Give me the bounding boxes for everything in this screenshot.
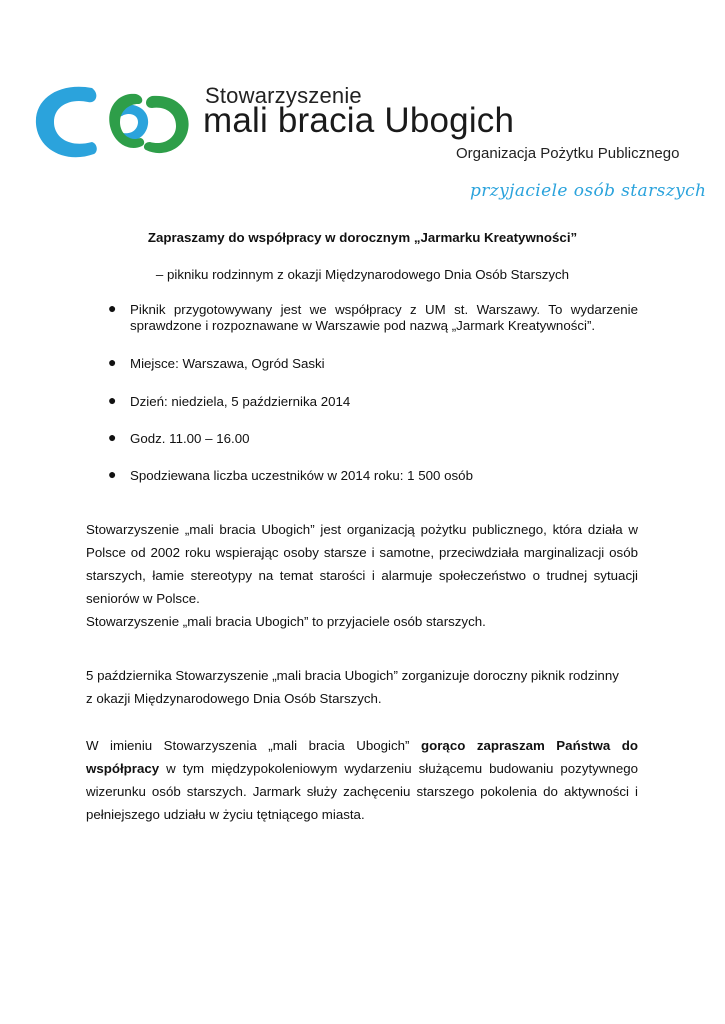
paragraph-closing: Stowarzyszenie „mali bracia Ubogich” to przyjaciele osób starszych. (86, 614, 486, 629)
fact-text: Spodziewana liczba uczestników w 2014 roku: 1 500 osób (130, 468, 473, 483)
tagline: przyjaciele osób starszych (470, 181, 707, 201)
fact-text: Piknik przygotowywany jest we współpracy z UM st. Warszawy. To wydarzenie sprawdzone i rozpoznawane w Warszawie pod nazwą „Jarmark Kreatywności”. (130, 302, 638, 333)
fact-text: Dzień: niedziela, 5 października 2014 (130, 394, 351, 409)
org-name: mali bracia Ubogich (203, 101, 515, 140)
paragraph-invitation (86, 734, 638, 826)
page-title: Zapraszamy do współpracy w dorocznym „Jarmarku Kreatywności” (147, 230, 578, 245)
list-item (108, 466, 638, 484)
list-item (108, 300, 638, 334)
fact-text: Miejsce: Warszawa, Ogród Saski (130, 356, 325, 371)
page-subtitle: – pikniku rodzinnym z okazji Międzynarodowego Dnia Osób Starszych (155, 267, 570, 282)
list-item (108, 429, 638, 447)
org-subtitle: Organizacja Pożytku Publicznego (456, 145, 680, 162)
bullet-icon: ● (108, 466, 117, 482)
bullet-icon: ● (108, 354, 117, 370)
logo-green-ring-icon (144, 96, 189, 153)
paragraph-about (86, 518, 638, 633)
org-prefix: Stowarzyszenie (205, 83, 362, 108)
bullet-icon: ● (108, 429, 117, 445)
invitation-intro: W imieniu Stowarzyszenia „mali bracia Ubogich” (86, 738, 410, 753)
list-item (108, 354, 638, 372)
paragraph-line: z okazji Międzynarodowego Dnia Osób Starszych. (86, 691, 382, 706)
paragraph-event (86, 664, 638, 710)
event-facts-list (108, 300, 638, 484)
invitation-emphasis: gorąco zapraszam Państwa do współpracy (86, 738, 638, 776)
paragraph-body: Stowarzyszenie „mali bracia Ubogich” jest organizacją pożytku publicznego, która działa w Polsce od 2002 roku wspierając osoby starsze i samotne, przeciwdziała marginalizacji osób starszych, łamie stereotypy na temat starości i alarmuje społeczeństwo o trudnej sytuacji seniorów w Polsce. (86, 522, 638, 606)
invitation-rest: w tym międzypokoleniowym wydarzeniu służącemu budowaniu pozytywnego wizerunku osób starszych. Jarmark służy zachęceniu starszego pokolenia do aktywności i pełniejszego udziału w życiu tętniącego miasta. (86, 761, 639, 822)
list-item (108, 392, 638, 410)
logo-icon (32, 80, 194, 164)
fact-text: Godz. 11.00 – 16.00 (130, 431, 250, 446)
bullet-icon: ● (108, 392, 117, 408)
paragraph-line: 5 października Stowarzyszenie „mali bracia Ubogich” zorganizuje doroczny piknik rodzinny (86, 668, 619, 683)
logo-blue-ring-icon (36, 87, 97, 158)
bullet-icon: ● (108, 300, 117, 316)
